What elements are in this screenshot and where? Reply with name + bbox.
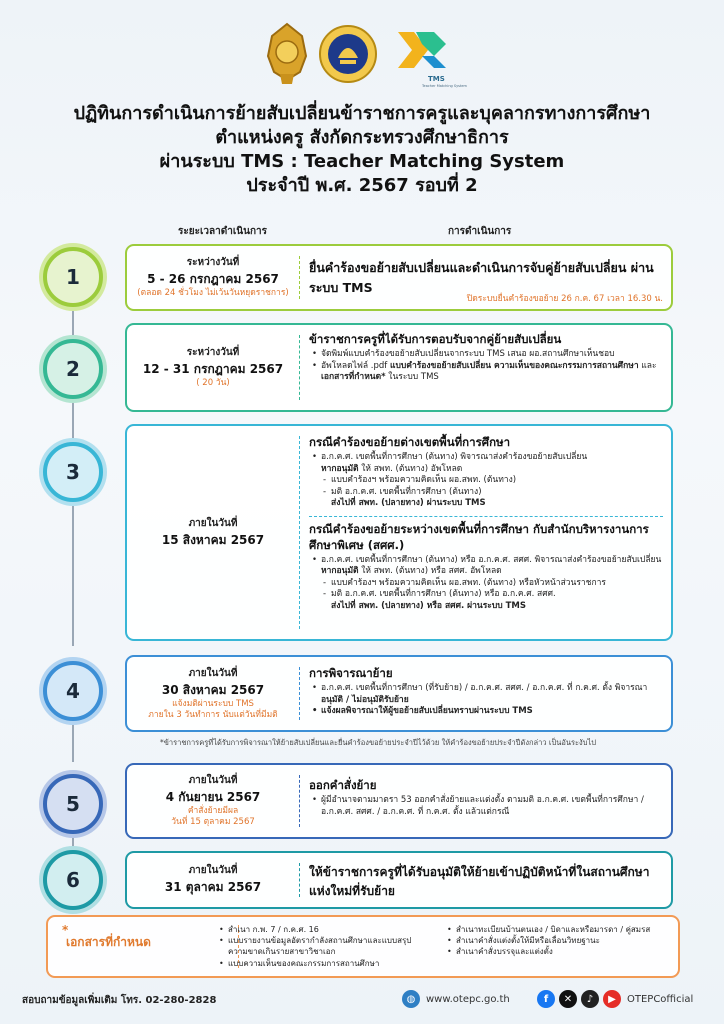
step-4-circle bbox=[43, 661, 103, 721]
otepc-seal-logo bbox=[318, 24, 378, 84]
step-1-circle bbox=[43, 247, 103, 307]
tms-logo-text: TMS bbox=[428, 75, 445, 83]
step-note: คำสั่งย้ายมีผล bbox=[187, 806, 239, 816]
step-bullet: • จัดพิมพ์แบบคำร้องขอย้ายสับเปลี่ยนจากระบบ TMS เสนอ ผอ.สถานศึกษาเห็นชอบ bbox=[309, 349, 663, 361]
title-line-3: ผ่านระบบ TMS : Teacher Matching System bbox=[159, 151, 565, 172]
x-icon[interactable]: ✕ bbox=[559, 990, 577, 1008]
step-note: ภายใน 3 วันทำการ นับแต่วันที่มีมติ bbox=[148, 709, 278, 720]
timeline-connector bbox=[72, 718, 74, 762]
case-divider bbox=[309, 516, 663, 517]
step-send-note: ส่งไปที่ สพท. (ปลายทาง) ผ่านระบบ TMS bbox=[331, 498, 486, 508]
step-sub-bullet: - มติ อ.ก.ค.ศ. เขตพื้นที่การศึกษา (ต้นทาง) bbox=[309, 487, 663, 499]
step-sub-bullet: - แบบคำร้องฯ พร้อมความคิดเห็น ผอ.สพท. (ต้นทาง) หรือหัวหน้าส่วนราชการ bbox=[309, 578, 663, 590]
card-divider bbox=[299, 667, 300, 720]
step-note: แจ้งมติผ่านระบบ TMS bbox=[172, 698, 254, 709]
contact-phone: สอบถามข้อมูลเพิ่มเติม โทร. 02-280-2828 bbox=[22, 995, 217, 1006]
document-item: • สำเนาทะเบียนบ้านตนเอง / บิดาและหรือมารดา / คู่สมรส bbox=[444, 924, 676, 935]
step-bullet: • แจ้งผลพิจารณาให้ผู้ขอย้ายสับเปลี่ยนทราบผ่านระบบ TMS bbox=[309, 706, 663, 718]
step-1-card bbox=[125, 244, 673, 311]
social-handle: OTEPCofficial bbox=[627, 993, 694, 1005]
documents-column-1 bbox=[216, 924, 416, 969]
step-note: (ตลอด 24 ชั่วโมง ไม่เว้นวันหยุดราชการ) bbox=[137, 288, 289, 298]
step-sub-bullet: - แบบคำร้องฯ พร้อมความคิดเห็น ผอ.สพท. (ต้นทาง) bbox=[309, 475, 663, 487]
step-period-label: ภายในวันที่ bbox=[188, 667, 238, 679]
required-documents-box bbox=[46, 915, 680, 978]
step-bullet: • อ.ก.ค.ศ. เขตพื้นที่การศึกษา (ที่รับย้าย) / อ.ก.ค.ศ. สศศ. / อ.ก.ค.ศ. ที่ ก.ค.ศ. ตั้ง พิจารณาอนุมัติ / ไม่อนุมัติรับย้าย bbox=[309, 683, 663, 706]
step-bullet: • อ.ก.ค.ศ. เขตพื้นที่การศึกษา (ต้นทาง) พิจารณาส่งคำร้องขอย้ายสับเปลี่ยน หากอนุมัติ ให้ สพท. (ต้นทาง) อัพโหลด bbox=[309, 452, 663, 475]
card-divider bbox=[299, 335, 300, 400]
step-period-label: ระหว่างวันที่ bbox=[186, 347, 240, 358]
step-action-heading: ให้ข้าราชการครูที่ได้รับอนุมัติให้ย้ายเข้าปฏิบัติหน้าที่ในสถานศึกษาแห่งใหม่ที่รับย้าย bbox=[309, 865, 650, 898]
card-divider bbox=[299, 863, 300, 897]
step-action-heading: การพิจารณาย้าย bbox=[309, 666, 393, 680]
column-header-period: ระยะเวลาดำเนินการ bbox=[178, 226, 267, 237]
column-header-action: การดำเนินการ bbox=[448, 226, 512, 237]
step-date: 15 สิงหาคม 2567 bbox=[161, 532, 265, 547]
case-heading-special-education: กรณีคำร้องขอย้ายระหว่างเขตพื้นที่การศึกษา กับสำนักบริหารงานการศึกษาพิเศษ (สศศ.) bbox=[309, 521, 649, 552]
document-item: • สำเนา ก.พ. 7 / ก.ค.ศ. 16 bbox=[216, 924, 416, 935]
documents-column-2 bbox=[444, 924, 676, 958]
website-link[interactable]: ◍ www.otepc.go.th bbox=[402, 990, 510, 1008]
system-close-note: ปิดระบบยื่นคำร้องขอย้าย 26 ก.ค. 67 เวลา 16.30 น. bbox=[466, 294, 663, 304]
step-period-label: ภายในวันที่ bbox=[188, 517, 238, 529]
step-4-card bbox=[125, 655, 673, 732]
title-line-2: ตำแหน่งครู สังกัดกระทรวงศึกษาธิการ bbox=[215, 127, 509, 148]
step-6-circle bbox=[43, 850, 103, 910]
globe-icon: ◍ bbox=[402, 990, 420, 1008]
footnote: *ข้าราชการครูที่ได้รับการพิจารณาให้ย้ายสับเปลี่ยนและยื่นคำร้องขอย้ายประจำปีไว้ด้วย ให้คำร้องขอย้ายประจำปีดังกล่าว เป็นอันระงับไป bbox=[160, 738, 597, 747]
step-number: 4 bbox=[66, 679, 80, 703]
step-period-label: ภายในวันที่ bbox=[188, 865, 238, 876]
step-number: 3 bbox=[66, 460, 80, 484]
ministry-emblem-logo bbox=[262, 22, 312, 86]
step-bullet: • ผู้มีอำนาจตามมาตรา 53 ออกคำสั่งย้ายและแต่งตั้ง ตามมติ อ.ก.ค.ศ. เขตพื้นที่การศึกษา / อ.ก.ค.ศ. สศศ. / อ.ก.ค.ศ. ที่ ก.ค.ศ. ตั้ง แล้วแต่กรณี bbox=[309, 795, 663, 818]
step-5-card bbox=[125, 763, 673, 839]
tiktok-icon[interactable]: ♪ bbox=[581, 990, 599, 1008]
step-period-label: ภายในวันที่ bbox=[188, 775, 238, 786]
social-links bbox=[537, 990, 693, 1008]
step-6-card bbox=[125, 851, 673, 909]
step-action-heading: ออกคำสั่งย้าย bbox=[309, 778, 377, 792]
step-number: 1 bbox=[66, 265, 80, 289]
card-divider bbox=[299, 436, 300, 629]
page-title bbox=[0, 102, 724, 198]
step-3-card bbox=[125, 424, 673, 641]
step-number: 6 bbox=[66, 868, 80, 892]
step-date: 4 กันยายน 2567 bbox=[165, 790, 261, 804]
step-number: 5 bbox=[66, 792, 80, 816]
step-action-heading: ข้าราชการครูที่ได้รับการตอบรับจากคู่ย้ายสับเปลี่ยน bbox=[309, 332, 562, 346]
timeline-connector bbox=[72, 506, 74, 646]
step-2-circle bbox=[43, 339, 103, 399]
youtube-icon[interactable]: ▶ bbox=[603, 990, 621, 1008]
step-bullet: • อัพโหลดไฟล์ .pdf แบบคำร้องขอย้ายสับเปลี่ยน ความเห็นของคณะกรรมการสถานศึกษา และ เอกสารที่กำหนด* ในระบบ TMS bbox=[309, 361, 663, 384]
document-item: • สำเนาคำสั่งบรรจุและแต่งตั้ง bbox=[444, 946, 676, 957]
title-line-4: ประจำปี พ.ศ. 2567 รอบที่ 2 bbox=[246, 175, 478, 196]
step-sub-bullet: - มติ อ.ก.ค.ศ. เขตพื้นที่การศึกษา (ต้นทาง) หรือ อ.ก.ค.ศ. สศศ. bbox=[309, 589, 663, 601]
step-period-label: ระหว่างวันที่ bbox=[186, 257, 240, 268]
step-action-heading: ยื่นคำร้องขอย้ายสับเปลี่ยนและดำเนินการจับคู่ย้ายสับเปลี่ยน ผ่านระบบ TMS bbox=[309, 260, 654, 295]
step-number: 2 bbox=[66, 357, 80, 381]
asterisk-mark: * bbox=[62, 923, 69, 937]
logo-bar bbox=[0, 22, 724, 92]
step-5-circle bbox=[43, 774, 103, 834]
footer bbox=[0, 990, 724, 1010]
step-date: 12 - 31 กรกฎาคม 2567 bbox=[142, 362, 284, 376]
step-note: ( 20 วัน) bbox=[196, 378, 230, 388]
step-note: วันที่ 15 ตุลาคม 2567 bbox=[171, 817, 255, 827]
title-line-1: ปฏิทินการดำเนินการย้ายสับเปลี่ยนข้าราชการครูและบุคลากรทางการศึกษา bbox=[73, 103, 651, 124]
timeline-connector bbox=[72, 402, 74, 438]
step-date: 30 สิงหาคม 2567 bbox=[161, 682, 265, 697]
card-divider bbox=[299, 256, 300, 299]
document-item: • แบบรายงานข้อมูลอัตรากำลังสถานศึกษาและแบบสรุปความขาดเกินรายสาขาวิชาเอก bbox=[216, 935, 416, 957]
case-heading-inter-area: กรณีคำร้องขอย้ายต่างเขตพื้นที่การศึกษา bbox=[309, 435, 511, 449]
required-documents-label: * เอกสารที่กำหนด bbox=[62, 923, 151, 949]
document-item: • แบบความเห็นของคณะกรรมการสถานศึกษา bbox=[216, 958, 416, 969]
document-item: • สำเนาคำสั่งแต่งตั้งให้มีหรือเลื่อนวิทยฐานะ bbox=[444, 935, 676, 946]
step-date: 5 - 26 กรกฎาคม 2567 bbox=[147, 272, 279, 286]
card-divider bbox=[299, 775, 300, 827]
step-send-note: ส่งไปที่ สพท. (ปลายทาง) หรือ สศศ. ผ่านระบบ TMS bbox=[331, 600, 526, 611]
step-3-circle bbox=[43, 442, 103, 502]
tms-logo-subtext: Teacher Matching System bbox=[422, 84, 467, 88]
step-date: 31 ตุลาคม 2567 bbox=[164, 880, 262, 894]
step-bullet: • อ.ก.ค.ศ. เขตพื้นที่การศึกษา (ต้นทาง) หรือ อ.ก.ค.ศ. สศศ. พิจารณาส่งคำร้องขอย้ายสับเปลี่ยน หากอนุมัติ ให้ สพท. (ต้นทาง) หรือ สศศ. อัพโหลด bbox=[309, 555, 663, 578]
facebook-icon[interactable]: f bbox=[537, 990, 555, 1008]
step-2-card bbox=[125, 323, 673, 412]
